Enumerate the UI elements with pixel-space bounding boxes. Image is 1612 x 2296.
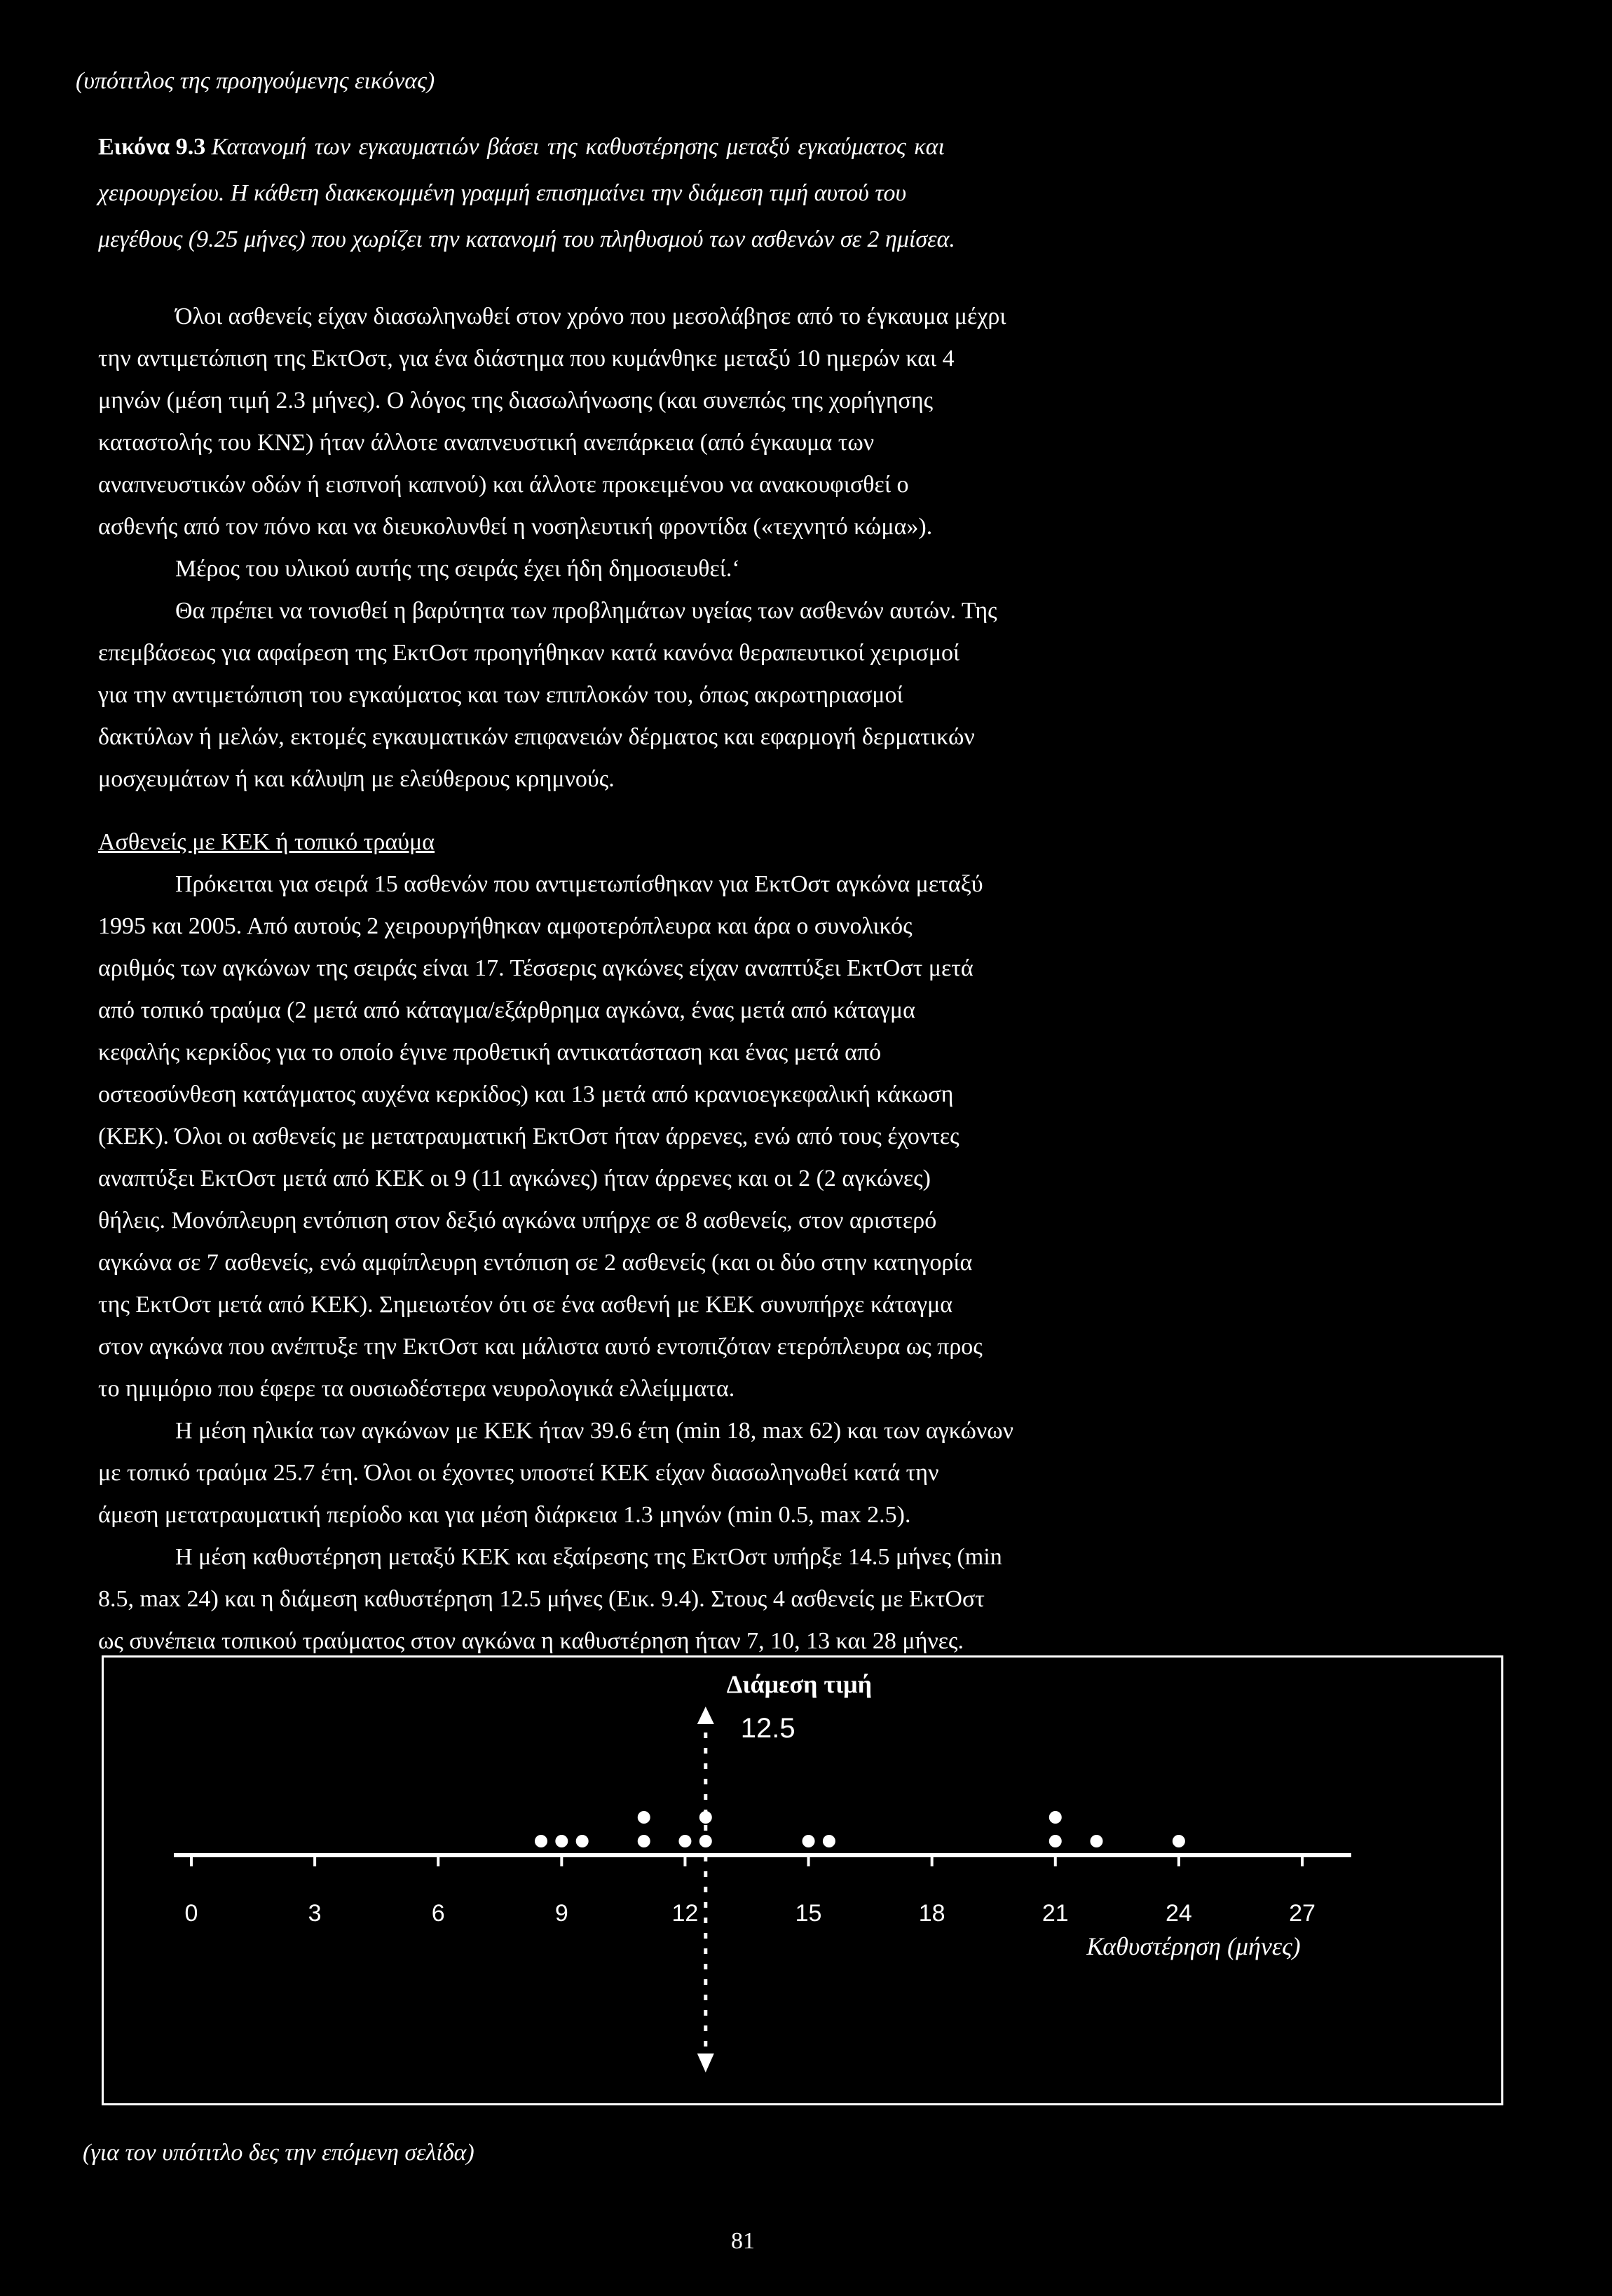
paragraph-4-line-7: (ΚΕΚ). Όλοι οι ασθενείς με μετατραυματική ΕκτΟστ ήταν άρρενες, ενώ από τους έχοντες — [98, 1123, 959, 1149]
paragraph-1-line-2: την αντιμετώπιση της ΕκτΟστ, για ένα διάστημα που κυμάνθηκε μεταξύ 10 ημερών και 4 — [98, 346, 955, 371]
figure-caption-text: Κατανομή των εγκαυματιών βάσει της καθυστέρησης μεταξύ εγκαύματος και — [211, 134, 945, 160]
x-tick-label-27: 27 — [1289, 1900, 1316, 1927]
paragraph-4-line-12: στον αγκώνα που ανέπτυξε την ΕκτΟστ και μάλιστα αυτό εντοπιζόταν ετερόπλευρα ως προς — [98, 1334, 983, 1360]
data-point-8-0 — [1049, 1835, 1062, 1847]
paragraph-4-line-13: το ημιμόριο που έφερε τα ουσιωδέστερα νευρολογικά ελλείμματα. — [98, 1376, 735, 1402]
paragraph-3-line-3: για την αντιμετώπιση του εγκαύματος και των επιπλοκών του, όπως ακρωτηριασμοί — [98, 682, 903, 708]
x-axis-label: Καθυστέρηση (μήνες) — [1086, 1932, 1301, 1960]
paragraph-3-line-5: μοσχευμάτων ή και κάλυψη με ελεύθερους κρημνούς. — [98, 766, 615, 792]
paragraph-4-line-6: οστεοσύνθεση κατάγματος αυχένα κερκίδος) και 13 μετά από κρανιοεγκεφαλική κάκωση — [98, 1081, 954, 1107]
dot-plot-chart — [104, 1658, 1505, 2107]
paragraph-5-line-1: Η μέση ηλικία των αγκώνων με ΚΕΚ ήταν 39.6 έτη (min 18, max 62) και των αγκώνων — [175, 1418, 1014, 1444]
data-point-3-0 — [638, 1835, 650, 1847]
section-heading: Ασθενείς με ΚΕΚ ή τοπικό τραύμα — [98, 829, 435, 855]
paragraph-4-line-9: θήλεις. Μονόπλευρη εντόπιση στον δεξιό αγκώνα υπήρχε σε 8 ασθενείς, στον αριστερό — [98, 1208, 937, 1234]
figure-caption-label: Εικόνα 9.3 — [98, 134, 206, 160]
paragraph-3-line-4: δακτύλων ή μελών, εκτομές εγκαυματικών επιφανειών δέρματος και εφαρμογή δερματικών — [98, 724, 975, 750]
paragraph-1-line-1: Όλοι ασθενείς είχαν διασωληνωθεί στον χρόνο που μεσολάβησε από το έγκαυμα μέχρι — [175, 303, 1006, 329]
figure-dot-plot — [102, 1655, 1503, 2105]
data-point-1-0 — [555, 1835, 568, 1847]
paragraph-2: Μέρος του υλικού αυτής της σειράς έχει ήδη δημοσιευθεί.‘ — [175, 556, 740, 582]
x-tick-label-9: 9 — [554, 1900, 568, 1927]
paragraph-5-line-3: άμεση μετατραυματική περίοδο και για μέση διάρκεια 1.3 μηνών (min 0.5, max 2.5). — [98, 1502, 911, 1528]
paragraph-4-line-1: Πρόκειται για σειρά 15 ασθενών που αντιμετωπίσθηκαν για ΕκτΟστ αγκώνα μεταξύ — [175, 871, 983, 897]
x-tick-label-0: 0 — [184, 1900, 198, 1927]
paragraph-3-line-1: Θα πρέπει να τονισθεί η βαρύτητα των προβλημάτων υγείας των ασθενών αυτών. Της — [175, 598, 997, 624]
paragraph-6-line-1: Η μέση καθυστέρηση μεταξύ ΚΕΚ και εξαίρεσης της ΕκτΟστ υπήρξε 14.5 μήνες (min — [175, 1544, 1002, 1570]
paragraph-1-line-3: μηνών (μέση τιμή 2.3 μήνες). Ο λόγος της διασωλήνωσης (και συνεπώς της χορήγησης — [98, 388, 934, 414]
data-point-4-0 — [678, 1835, 691, 1847]
data-point-7-0 — [823, 1835, 835, 1847]
median-arrow-bottom — [697, 2054, 714, 2072]
paragraph-4-line-3: αριθμός των αγκώνων της σειράς είναι 17. Τέσσερις αγκώνες είχαν αναπτύξει ΕκτΟστ μετά — [98, 955, 974, 981]
data-point-2-0 — [576, 1835, 589, 1847]
paragraph-4-line-4: από τοπικό τραύμα (2 μετά από κάταγμα/εξάρθρημα αγκώνα, ένας μετά από κάταγμα — [98, 997, 915, 1023]
paragraph-1-line-6: ασθενής από τον πόνο και να διευκολυνθεί η νοσηλευτική φροντίδα («τεχνητό κώμα»). — [98, 514, 933, 540]
figure-caption-line-3: μεγέθους (9.25 μήνες) που χωρίζει την κατανομή του πληθυσμού των ασθενών σε 2 ημίσεα. — [98, 226, 955, 252]
paragraph-6-line-3: ως συνέπεια τοπικού τραύματος στον αγκώνα η καθυστέρηση ήταν 7, 10, 13 και 28 μήνες. — [98, 1628, 964, 1654]
median-annotation-value: 12.5 — [740, 1713, 795, 1744]
x-tick-label-12: 12 — [671, 1900, 699, 1927]
paragraph-5-line-2: με τοπικό τραύμα 25.7 έτη. Όλοι οι έχοντες υποστεί ΚΕΚ είχαν διασωληνωθεί κατά την — [98, 1460, 939, 1486]
data-point-8-1 — [1049, 1811, 1062, 1824]
data-point-5-1 — [699, 1811, 712, 1824]
x-tick-label-15: 15 — [795, 1900, 822, 1927]
figure-caption-line-2: χειρουργείου. Η κάθετη διακεκομμένη γραμμή επισημαίνει την διάμεση τιμή αυτού του — [98, 180, 907, 206]
figure-caption-line-1 — [98, 133, 945, 161]
bottom-caption: (για τον υπότιτλο δες την επόμενη σελίδα) — [83, 2140, 474, 2166]
x-tick-label-24: 24 — [1165, 1900, 1192, 1927]
paragraph-4-line-8: αναπτύξει ΕκτΟστ μετά από ΚΕΚ οι 9 (11 αγκώνες) ήταν άρρενες και οι 2 (2 αγκώνες) — [98, 1166, 931, 1191]
data-point-10-0 — [1173, 1835, 1185, 1847]
paragraph-1-line-4: καταστολής του ΚΝΣ) ήταν άλλοτε αναπνευστική ανεπάρκεια (από έγκαυμα των — [98, 430, 875, 456]
paragraph-4-line-2: 1995 και 2005. Από αυτούς 2 χειρουργήθηκαν αμφοτερόπλευρα και άρα ο συνολικός — [98, 913, 913, 939]
paragraph-1-line-5: αναπνευστικών οδών ή εισπνοή καπνού) και άλλοτε προκειμένου να ανακουφισθεί ο — [98, 472, 909, 498]
top-caption: (υπότιτλος της προηγούμενης εικόνας) — [76, 68, 435, 94]
paragraph-4-line-5: κεφαλής κερκίδος για το οποίο έγινε προθετική αντικατάσταση και ένας μετά από — [98, 1039, 882, 1065]
paragraph-6-line-2: 8.5, max 24) και η διάμεση καθυστέρηση 12.5 μήνες (Εικ. 9.4). Στους 4 ασθενείς με ΕκτΟστ — [98, 1586, 985, 1612]
data-point-6-0 — [802, 1835, 815, 1847]
median-annotation-label: Διάμεση τιμή — [726, 1670, 873, 1698]
x-tick-label-21: 21 — [1041, 1900, 1069, 1927]
paragraph-4-line-10: αγκώνα σε 7 ασθενείς, ενώ αμφίπλευρη εντόπιση σε 2 ασθενείς (και οι δύο στην κατηγορία — [98, 1250, 973, 1276]
data-point-9-0 — [1090, 1835, 1102, 1847]
x-tick-label-6: 6 — [431, 1900, 445, 1927]
paragraph-3-line-2: επεμβάσεως για αφαίρεση της ΕκτΟστ προηγήθηκαν κατά κανόνα θεραπευτικοί χειρισμοί — [98, 640, 960, 666]
median-arrow-top — [697, 1707, 714, 1724]
page-number: 81 — [731, 2228, 755, 2254]
data-point-5-0 — [699, 1835, 712, 1847]
x-tick-label-3: 3 — [308, 1900, 322, 1927]
x-tick-label-18: 18 — [918, 1900, 945, 1927]
data-point-3-1 — [638, 1811, 650, 1824]
paragraph-4-line-11: της ΕκτΟστ μετά από ΚΕΚ). Σημειωτέον ότι σε ένα ασθενή με ΚΕΚ συνυπήρχε κάταγμα — [98, 1292, 953, 1318]
data-point-0-0 — [535, 1835, 547, 1847]
